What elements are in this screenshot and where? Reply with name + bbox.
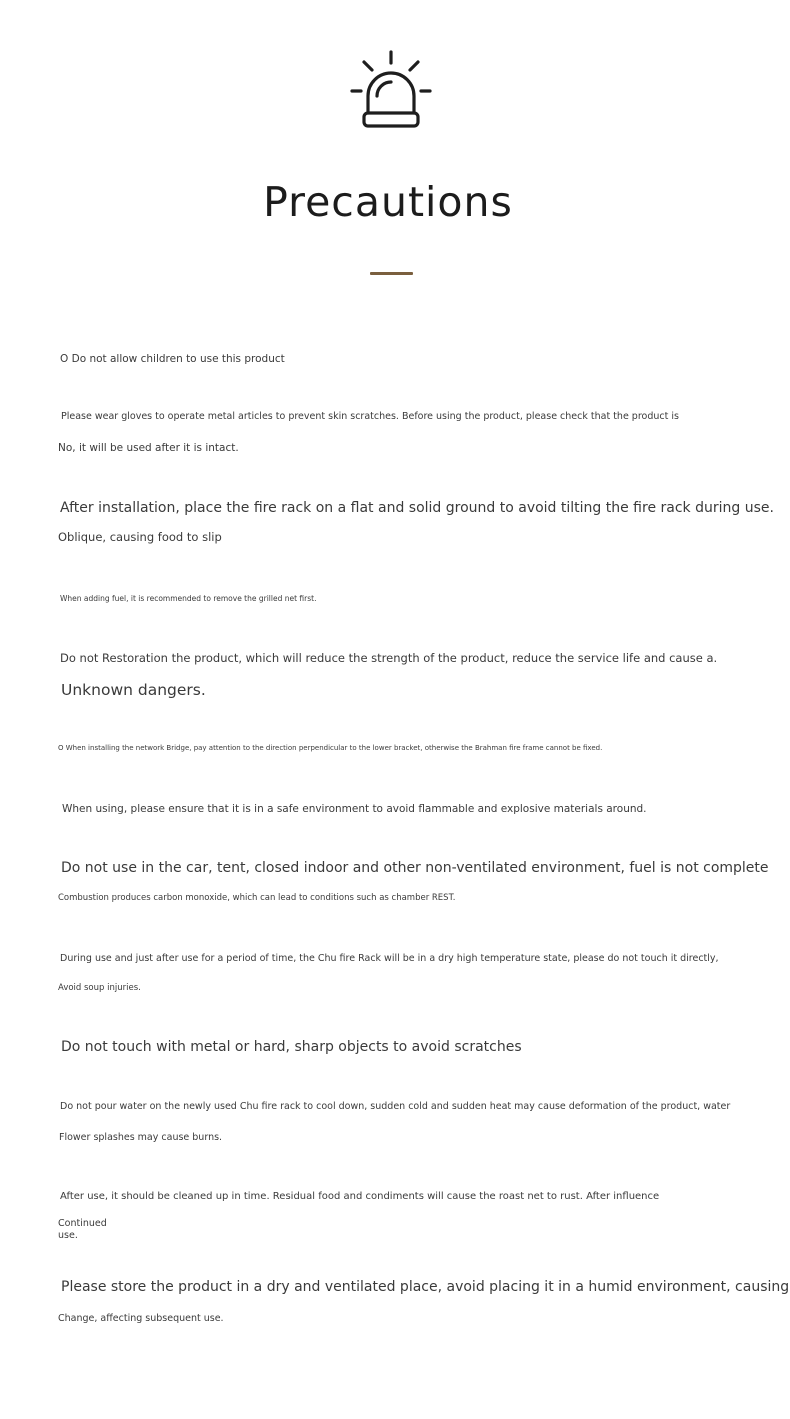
precaution-line: Do not use in the car, tent, closed indoor and other non-ventilated environment, fuel is not complete: [61, 860, 769, 876]
precaution-line: Do not touch with metal or hard, sharp objects to avoid scratches: [61, 1039, 522, 1055]
precaution-line: When using, please ensure that it is in a safe environment to avoid flammable and explosive materials around.: [62, 803, 647, 815]
precaution-line: During use and just after use for a period of time, the Chu fire Rack will be in a dry high temperature state, please do not touch it directly,: [60, 953, 719, 964]
precaution-line: Flower splashes may cause burns.: [59, 1132, 223, 1143]
precaution-line: No, it will be used after it is intact.: [58, 442, 239, 454]
precaution-line: After installation, place the fire rack on a flat and solid ground to avoid tilting the fire rack during use.: [60, 500, 774, 516]
page-title: Precautions: [263, 178, 513, 226]
precaution-line-part: Continued: [58, 1218, 107, 1229]
title-divider: [370, 272, 413, 275]
alarm-siren-icon: [348, 48, 434, 132]
precaution-line: Avoid soup injuries.: [58, 983, 141, 993]
precaution-line: Do not pour water on the newly used Chu fire rack to cool down, sudden cold and sudden heat may cause deformation of the product, water: [60, 1101, 731, 1112]
precaution-line: Please wear gloves to operate metal articles to prevent skin scratches. Before using the product, please check that the product is: [61, 411, 679, 422]
precaution-line-part: use.: [58, 1230, 78, 1241]
precaution-line: O Do not allow children to use this product: [60, 353, 285, 365]
precaution-line: Do not Restoration the product, which will reduce the strength of the product, reduce the service life and cause a.: [60, 651, 718, 665]
precaution-line: Change, affecting subsequent use.: [58, 1313, 224, 1324]
precaution-line: O When installing the network Bridge, pay attention to the direction perpendicular to the lower bracket, otherwise the Brahman fire frame cannot be fixed.: [58, 744, 603, 752]
precaution-line: After use, it should be cleaned up in time. Residual food and condiments will cause the roast net to rust. After influence: [60, 1191, 660, 1202]
precaution-line: Oblique, causing food to slip: [58, 530, 222, 544]
precaution-line: [58, 1218, 128, 1242]
precaution-line: When adding fuel, it is recommended to remove the grilled net first.: [60, 594, 317, 603]
precaution-line: Please store the product in a dry and ventilated place, avoid placing it in a humid environment, causing: [61, 1279, 790, 1295]
precaution-line: Unknown dangers.: [61, 681, 206, 699]
precaution-line: Combustion produces carbon monoxide, which can lead to conditions such as chamber REST.: [58, 893, 456, 903]
